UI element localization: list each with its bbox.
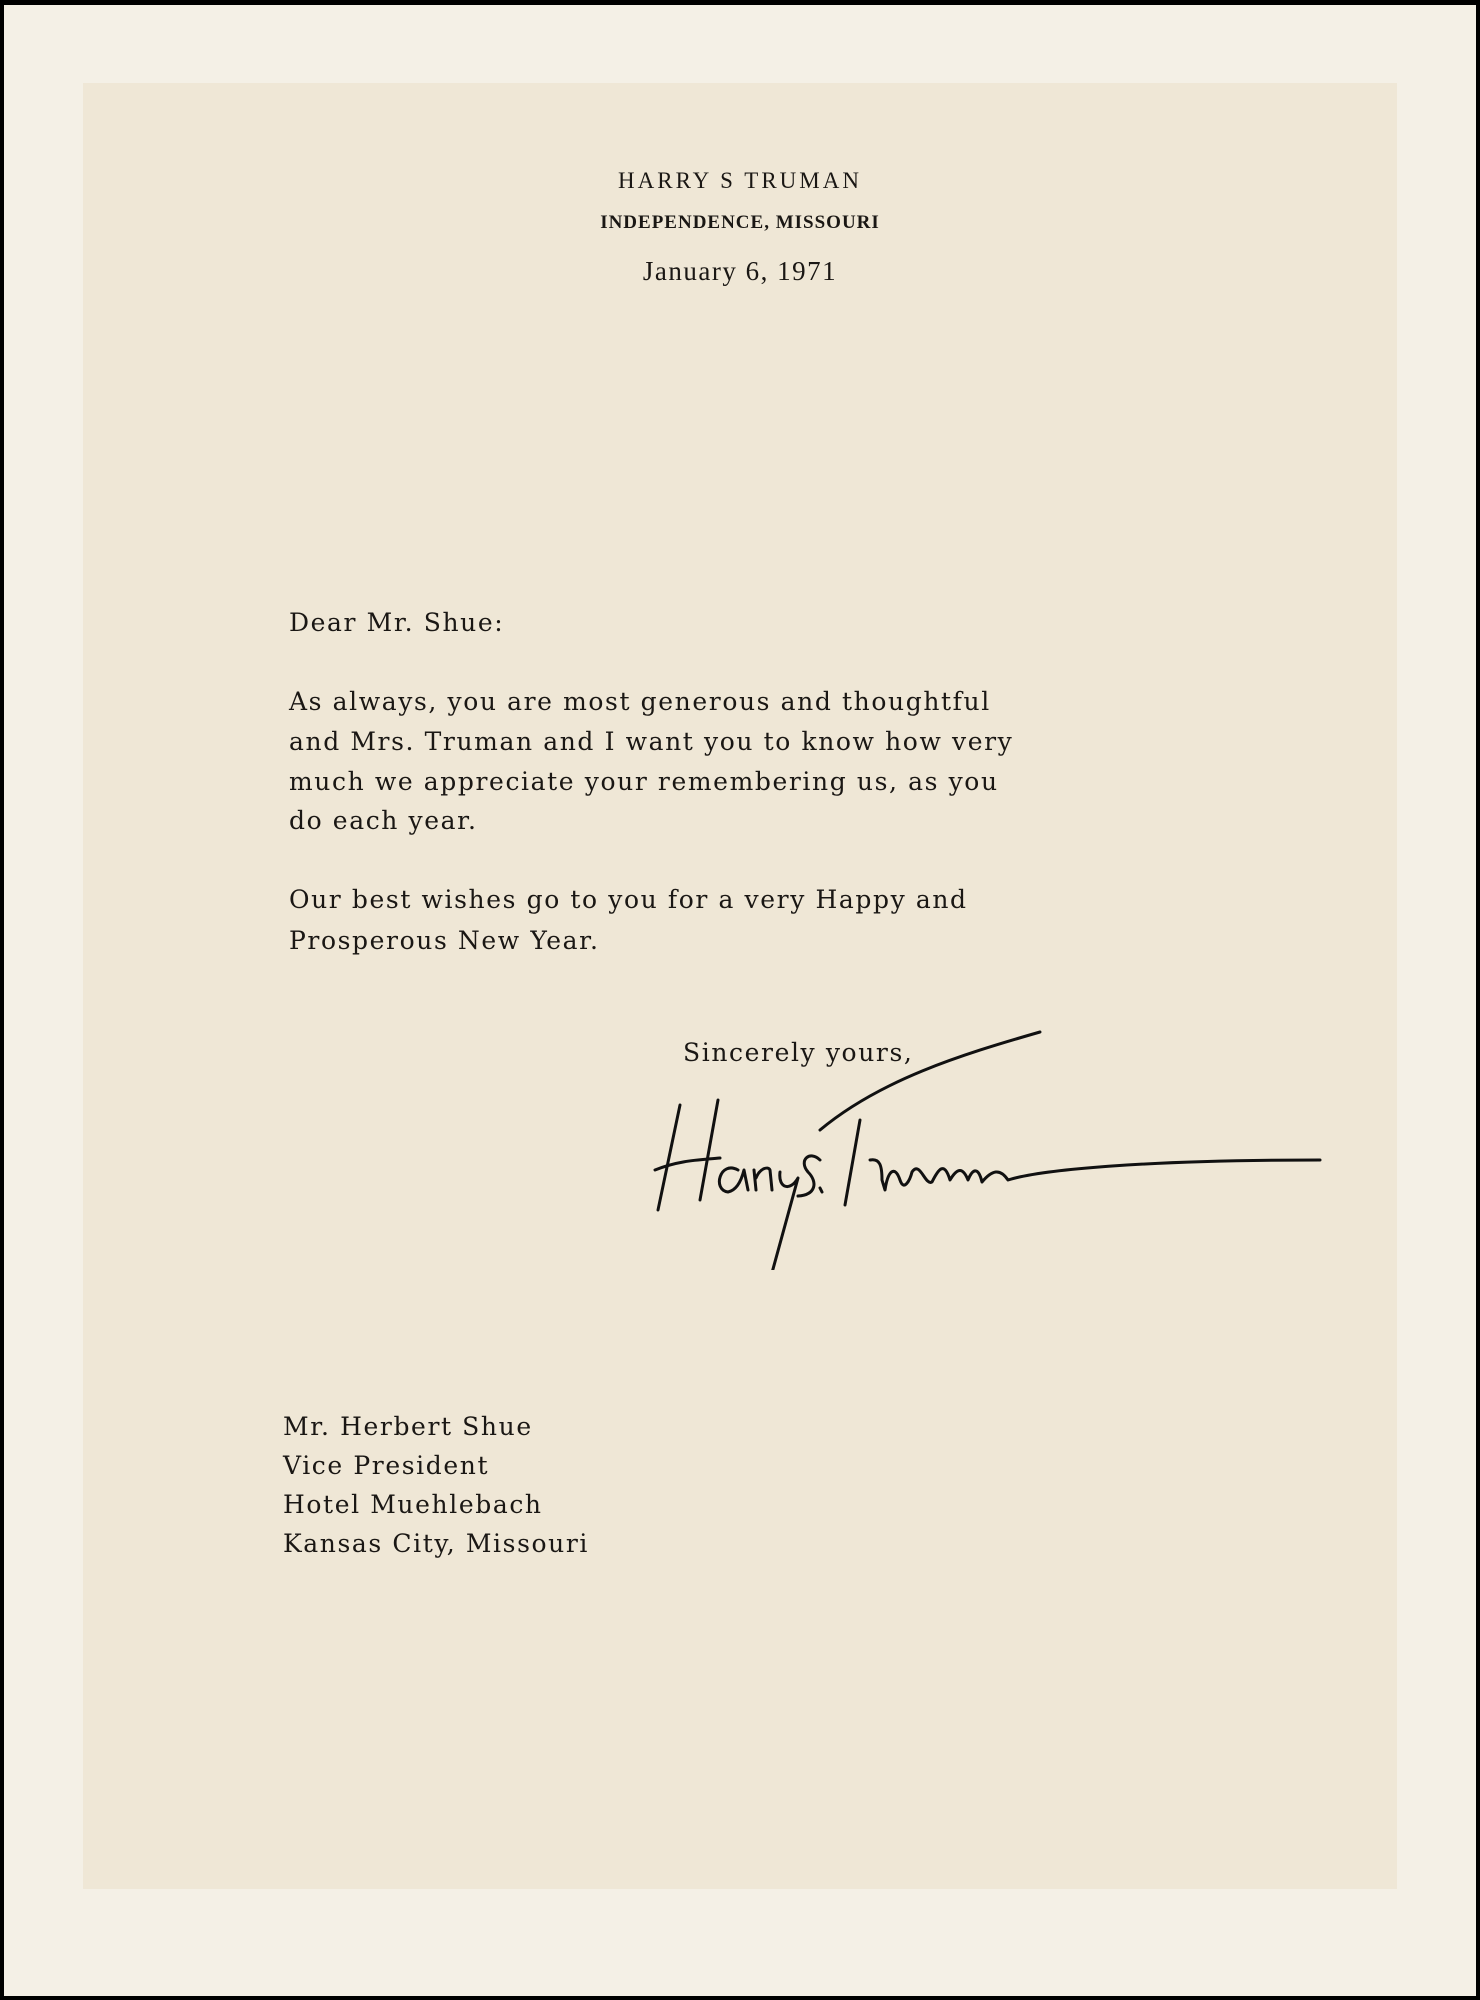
recipient-line: Mr. Herbert Shue bbox=[283, 1412, 533, 1441]
letterhead-location: INDEPENDENCE, MISSOURI bbox=[600, 212, 880, 233]
recipient-line: Vice President bbox=[283, 1451, 490, 1480]
paragraph-line: much we appreciate your remembering us, as you bbox=[289, 767, 999, 796]
salutation: Dear Mr. Shue: bbox=[289, 608, 505, 637]
paragraph-line: and Mrs. Truman and I want you to know how very bbox=[289, 727, 1014, 756]
paragraph-line: do each year. bbox=[289, 806, 478, 835]
paragraph-line: Prosperous New Year. bbox=[289, 926, 600, 955]
letterhead-name: HARRY S TRUMAN bbox=[618, 168, 862, 193]
letter-paper bbox=[83, 83, 1397, 1889]
handwritten-signature bbox=[620, 1010, 1340, 1270]
recipient-line: Kansas City, Missouri bbox=[283, 1529, 590, 1558]
paragraph-line: As always, you are most generous and thoughtful bbox=[289, 687, 991, 716]
paragraph-line: Our best wishes go to you for a very Happy and bbox=[289, 885, 968, 914]
letter-date: January 6, 1971 bbox=[642, 256, 838, 286]
recipient-line: Hotel Muehlebach bbox=[283, 1490, 543, 1519]
closing: Sincerely yours, bbox=[683, 1038, 914, 1067]
